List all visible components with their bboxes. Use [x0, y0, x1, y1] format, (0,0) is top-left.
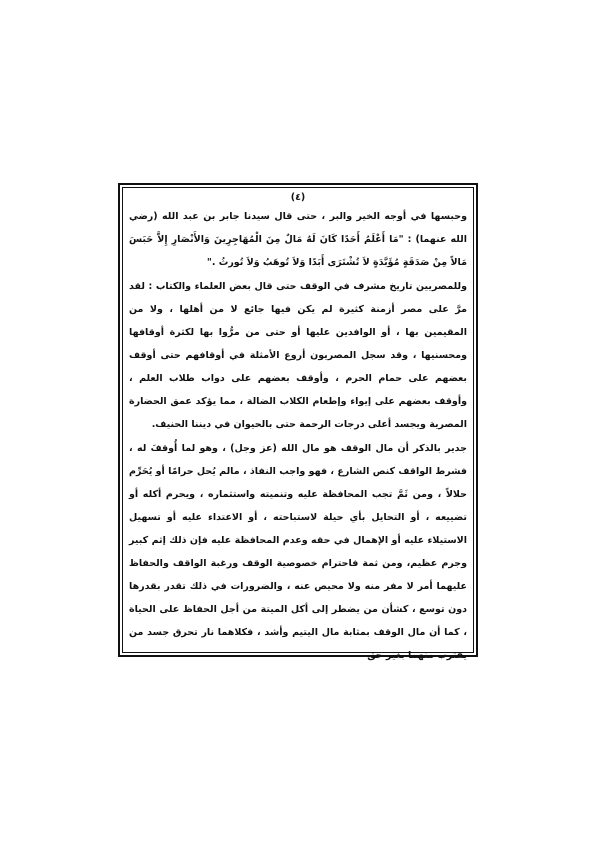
page-content-frame — [122, 187, 474, 661]
paragraph-waqf-property-ruling: جدير بالذكر أن مال الوقف هو مال الله (عز وجل) ، وهو لما أُوقفَ له ، فشرط الواقف كنص الشارع ، فهو واجب النفاذ ، مالم يُحل حرامًا أو يُحَرِّم حلالاً ، ومن ثَمَّ تجب المحافظة عليه وتنميته واستثماره ، ويحرم أكله أو تضييعه ، أو التحايل بأي حيلة لاستباحته ، أو الاعتداء عليه أو تسهيل الاستيلاء عليه أو الإهمال في حقه وعدم المحافظة عليه فإن ذلك إثم كبير وجرم عظيم، ومن ثمة فاحترام خصوصية الوقف ورغبة الواقف والحفاظ عليهما أمر لا مفر منه ولا محيص عنه ، والضرورات في ذلك تقدر بقدرها دون توسع ، كشأن من يضطر إلى أكل الميتة من أجل الحفاظ على الحياة ، كما أن مال الوقف بمثابة مال اليتيم وأشد ، فكلاهما نار تحرق جسد من يقترب منهما بغير حق — [129, 443, 467, 661]
paragraph-egyptian-waqf-history: وللمصريين تاريخ مشرف في الوقف حتى قال بعض العلماء والكتاب : لقد مرَّ على مصر أزمنة كثيرة لم يكن فيها جائع لا من أهلها ، ولا من المقيمين بها ، أو الوافدين عليها أو حتى من مرُّوا بها لكثرة أوقافها ومحسنيها ، وقد سجل المصريون أروع الأمثلة في أوقافهم حتى أوقف بعضهم على حمام الحرم ، وأوقف بعضهم على دواب طلاب العلم ، وأوقف بعضهم على إيواء وإطعام الكلاب الضالة ، مما يؤكد عمق الحضارة المصرية ويجسد أعلى درجات الرحمة حتى بالحيوان في ديننا الحنيف. — [129, 281, 467, 430]
page-number: (٤) — [290, 192, 306, 203]
paragraph-hadith: وحبسها في أوجه الخير والبر ، حتى قال سيدنا جابر بن عبد الله (رضي الله عنهما) : "مَا أَعْلَمُ أَحَدًا كَانَ لَهُ مَالٌ مِنَ الْمُهَاجِرِينَ وَالأَنْصَارِ إِلاَّ حَبَسَ مَالاً مِنْ صَدَقَةٍ مُؤَبَّدَةٍ لاَ تُشْتَرَى أَبَدًا وَلاَ تُوهَبُ وَلاَ تُورثُ ." — [129, 211, 467, 268]
